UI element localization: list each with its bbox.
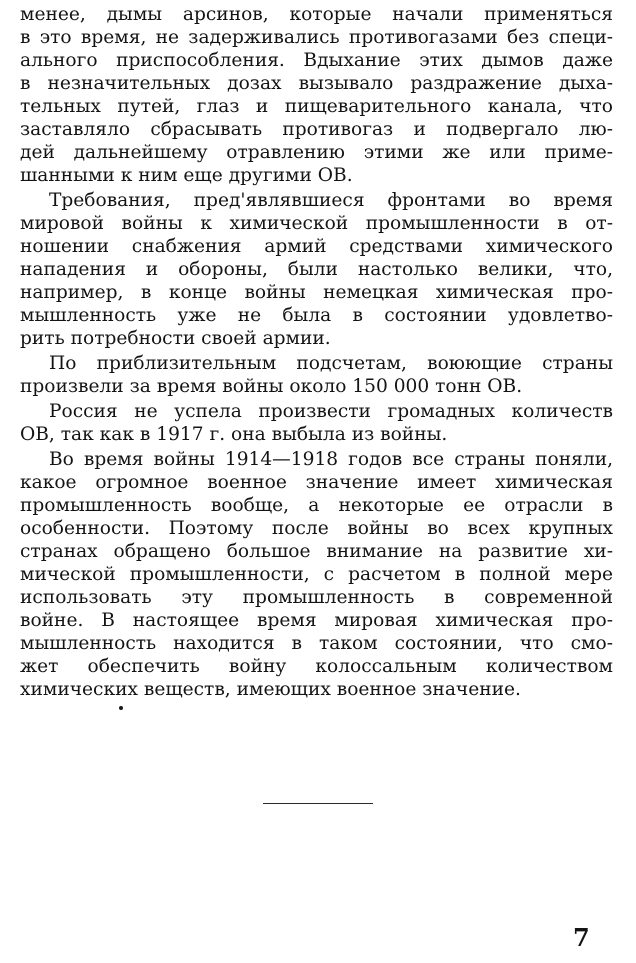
text-line: например, в конце войны немецкая химическая про-	[20, 282, 613, 303]
text-line: войне. В настоящее время мировая химическая про-	[20, 610, 613, 631]
paragraph-first-line: Во время войны 1914—1918 годов все страны поняли,	[49, 449, 613, 470]
text-line: нападения и обороны, были настолько велики, что,	[20, 259, 613, 280]
text-line: мической промышленности, с расчетом в полной мере	[20, 564, 613, 585]
text-line: шанными к ним еще другими ОВ.	[20, 165, 353, 186]
text-line: странах обращено большое внимание на развитие хи-	[20, 541, 613, 562]
text-line: ального приспособления. Вдыхание этих дымов даже	[20, 50, 613, 71]
text-line: произвели за время войны около 150 000 тонн ОВ.	[20, 376, 523, 397]
page-number: 7	[573, 923, 590, 952]
ink-speck	[119, 706, 123, 710]
text-line: какое огромное военное значение имеет химическая	[20, 472, 613, 493]
paragraph-first-line: Россия не успела произвести громадных количеств	[49, 401, 613, 422]
text-line: мышленность уже не была в состоянии удовлетво-	[20, 305, 613, 326]
text-line: рить потребности своей армии.	[20, 328, 331, 349]
text-line: химических веществ, имеющих военное значение.	[20, 679, 521, 700]
text-line: использовать эту промышленность в современной	[20, 587, 613, 608]
text-line: в это время, не задерживались противогазами без специ-	[20, 27, 613, 48]
text-line: ОВ, так как в 1917 г. она выбыла из войны.	[20, 424, 448, 445]
text-line: дей дальнейшему отравлению этими же или приме-	[20, 142, 613, 163]
text-line: мышленность находится в таком состоянии, что смо-	[20, 633, 613, 654]
text-line: промышленность вообще, а некоторые ее отрасли в	[20, 495, 613, 516]
text-line: особенности. Поэтому после войны во всех крупных	[20, 518, 613, 539]
paragraph-first-line: По приблизительным подсчетам, воюющие страны	[49, 353, 613, 374]
text-line: ношении снабжения армий средствами химического	[20, 236, 613, 257]
text-line: жет обеспечить войну колоссальным количеством	[20, 656, 613, 677]
text-line: заставляло сбрасывать противогаз и подвергало лю-	[20, 119, 613, 140]
section-divider	[263, 803, 373, 804]
text-line: в незначительных дозах вызывало раздражение дыха-	[20, 73, 613, 94]
paragraph-first-line: Требования, пред'являвшиеся фронтами во время	[49, 190, 613, 211]
text-line: менее, дымы арсинов, которые начали применяться	[20, 4, 613, 25]
text-line: тельных путей, глаз и пищеварительного канала, что	[20, 96, 613, 117]
text-line: мировой войны к химической промышленности в от-	[20, 213, 613, 234]
